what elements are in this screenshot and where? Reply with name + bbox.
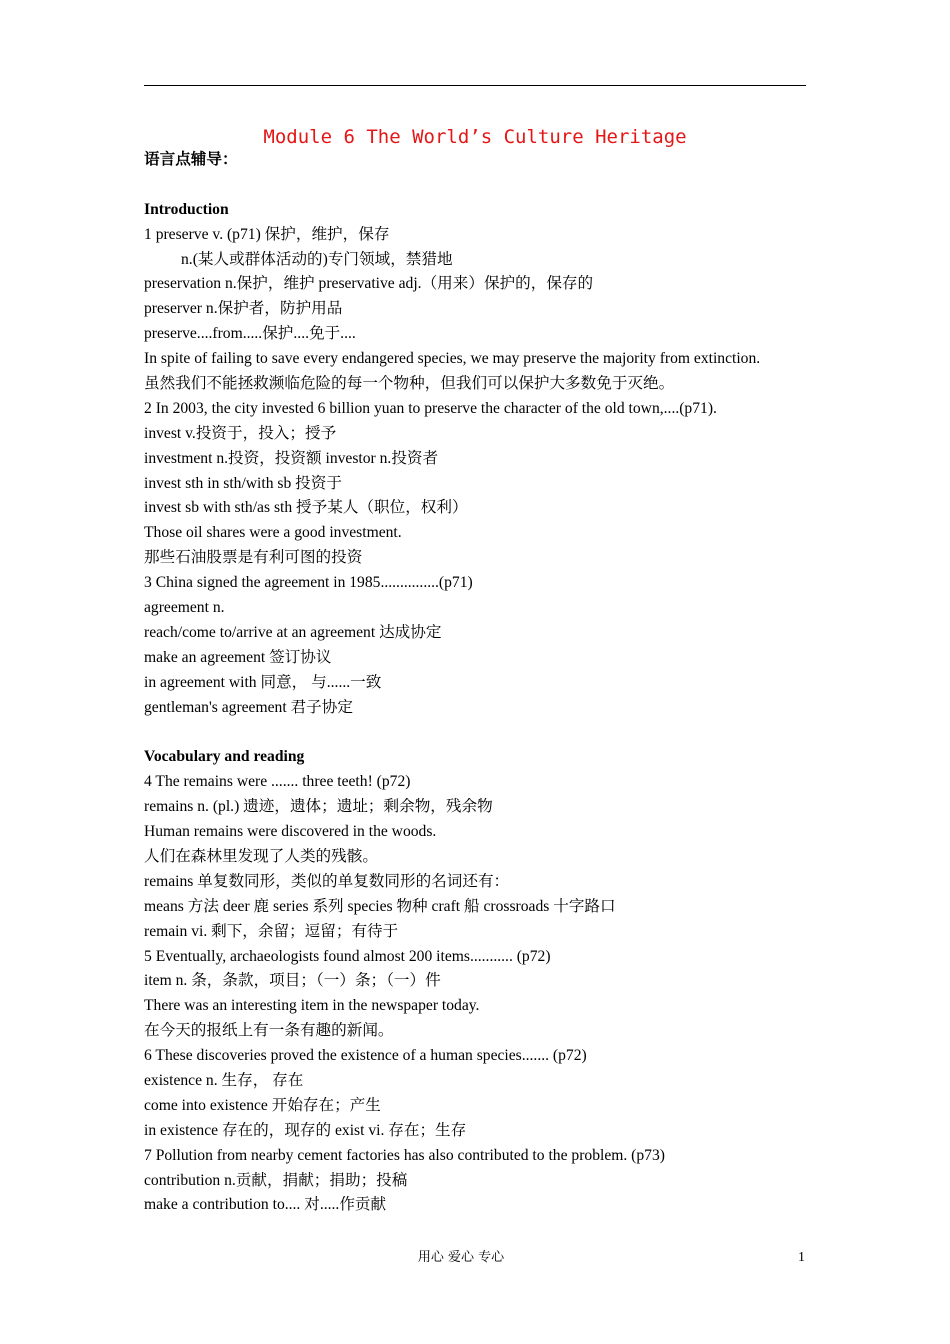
section-heading: Introduction: [144, 200, 229, 218]
text-line: in agreement with 同意， 与......一致: [144, 673, 382, 691]
header-rule: [144, 85, 806, 86]
text-line: contribution n.贡献，捐献；捐助；投稿: [144, 1171, 408, 1189]
section-heading: Vocabulary and reading: [144, 748, 305, 766]
text-line: make a contribution to.... 对.....作贡献: [144, 1196, 387, 1214]
text-line: 6 These discoveries proved the existence of a human species....... (p72): [144, 1047, 587, 1065]
text-line: remain vi. 剩下，余留；逗留；有待于: [144, 922, 399, 940]
text-line: 2 In 2003, the city invested 6 billion yuan to preserve the character of the old town,....(p71).: [144, 399, 717, 417]
text-line: make an agreement 签订协议: [144, 648, 332, 666]
text-line: n.(某人或群体活动的)专门领域，禁猎地: [181, 250, 453, 268]
text-line: 虽然我们不能拯救濒临危险的每一个物种，但我们可以保护大多数免于灭绝。: [144, 375, 675, 393]
text-line: preserve....from.....保护....免于....: [144, 325, 356, 343]
text-line: invest sb with sth/as sth 授予某人（职位，权利）: [144, 499, 468, 517]
text-line: invest sth in sth/with sb 投资于: [144, 474, 342, 492]
text-line: remains 单复数同形，类似的单复数同形的名词还有：: [144, 872, 510, 890]
text-line: investment n.投资，投资额 investor n.投资者: [144, 449, 439, 467]
text-line: in existence 存在的，现存的 exist vi. 存在；生存: [144, 1121, 467, 1139]
text-line: 5 Eventually, archaeologists found almost 200 items........... (p72): [144, 947, 551, 965]
page-footer: [0, 1247, 950, 1269]
section-heading: 语言点辅导：: [144, 151, 238, 168]
text-line: There was an interesting item in the newspaper today.: [144, 997, 480, 1015]
text-line: In spite of failing to save every endangered species, we may preserve the majority from extinction.: [144, 350, 761, 368]
footer-motto: 用心 爱心 专心: [417, 1250, 505, 1265]
text-line: come into existence 开始存在；产生: [144, 1096, 381, 1114]
blank-line: [144, 173, 824, 198]
document-body: [144, 148, 824, 1218]
text-line: Human remains were discovered in the woods.: [144, 823, 437, 841]
page-number: 1: [798, 1250, 805, 1265]
text-line: 那些石油股票是有利可图的投资: [144, 549, 363, 567]
text-line: 7 Pollution from nearby cement factories has also contributed to the problem. (p73): [144, 1146, 665, 1164]
document-title: Module 6 The World’s Culture Heritage: [263, 126, 687, 148]
text-line: remains n. (pl.) 遗迹，遗体；遗址；剩余物，残余物: [144, 798, 493, 816]
text-line: 人们在森林里发现了人类的残骸。: [144, 847, 378, 865]
text-line: agreement n.: [144, 599, 225, 617]
text-line: gentleman's agreement 君子协定: [144, 698, 353, 716]
text-line: invest v.投资于，投入；授予: [144, 424, 337, 442]
text-line: 4 The remains were ....... three teeth! (p72): [144, 773, 411, 791]
text-line: means 方法 deer 鹿 series 系列 species 物种 craft 船 crossroads 十字路口: [144, 897, 616, 915]
text-line: reach/come to/arrive at an agreement 达成协定: [144, 623, 442, 641]
text-line: preserver n.保护者，防护用品: [144, 300, 343, 318]
text-line: item n. 条，条款，项目；（一）条；（一）件: [144, 972, 441, 990]
text-line: preservation n.保护，维护 preservative adj.（用来）保护的，保存的: [144, 275, 594, 293]
text-line: 3 China signed the agreement in 1985...............(p71): [144, 574, 473, 592]
text-line: 1 preserve v. (p71) 保护，维护，保存: [144, 225, 390, 243]
blank-line: [144, 720, 824, 745]
text-line: existence n. 生存， 存在: [144, 1071, 304, 1089]
text-line: Those oil shares were a good investment.: [144, 524, 402, 542]
text-line: 在今天的报纸上有一条有趣的新闻。: [144, 1022, 394, 1040]
